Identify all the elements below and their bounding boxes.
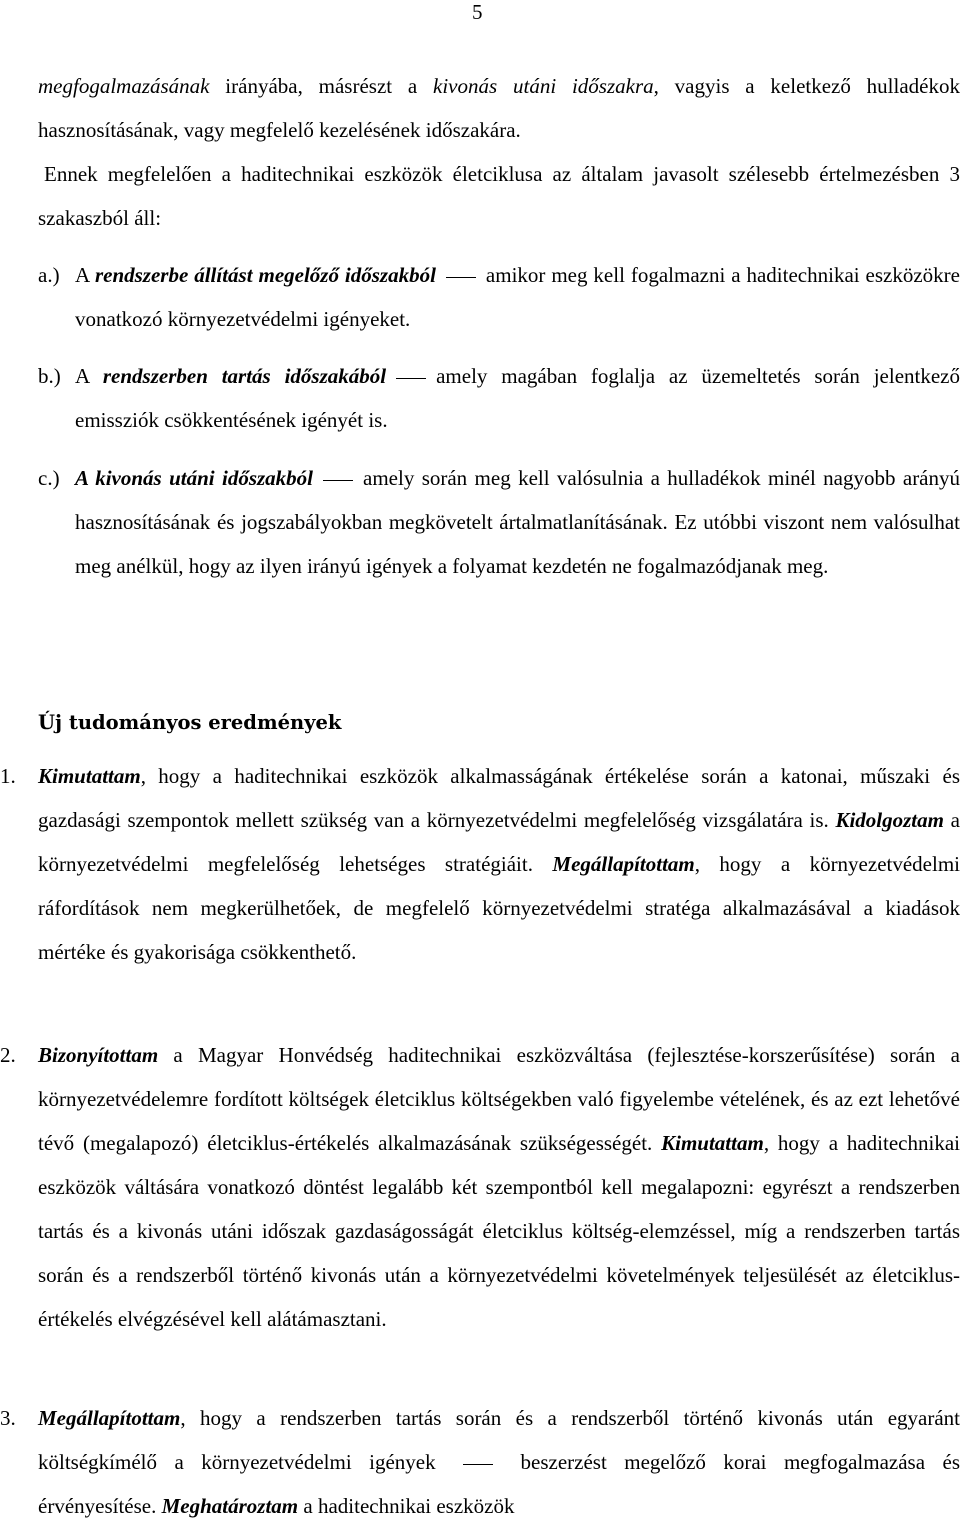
result-text: a környezetvédelmi megfelelőség lehetséges stratégiáit. bbox=[38, 808, 960, 876]
result-keyword: Kimutattam bbox=[661, 1131, 764, 1155]
phase-text: amely magában foglalja az üzemeltetés során jelentkező emissziók csökkentésének igényét is. bbox=[75, 364, 960, 432]
phase-text: amely során meg kell valósulnia a hulladékok minél nagyobb arányú hasznosításának és jogszabályokban megkövetelt ártalmatlanításának. Ez utóbbi viszont nem valósulhat meg anélkül, hogy az ilyen irányú igények a folyamat kezdetén ne fogalmazódjanak meg. bbox=[75, 466, 960, 578]
result-text: a haditechnikai eszközök bbox=[298, 1494, 515, 1518]
result-keyword: Megállapítottam bbox=[552, 852, 695, 876]
result-item-2 bbox=[0, 1033, 960, 1341]
intro-text: irányába, másrészt a bbox=[209, 74, 434, 98]
phase-text: amikor meg kell fogalmazni a haditechnikai eszközökre vonatkozó környezetvédelmi igényeket. bbox=[75, 263, 960, 331]
result-item-1 bbox=[0, 754, 960, 974]
phase-item-b bbox=[38, 354, 960, 442]
result-text: , hogy a rendszerben tartás során és a rendszerből történő kivonás után egyaránt költségkímélő a környezetvédelmi igények bbox=[38, 1406, 960, 1474]
section-heading: Új tudományos eredmények bbox=[38, 711, 342, 734]
phase-item-c bbox=[38, 456, 960, 588]
phase-marker: b.) bbox=[38, 364, 61, 388]
result-text: a Magyar Honvédség haditechnikai eszközváltása (fejlesztése-korszerűsítése) során a környezetvédelemre fordított költségek életciklus költségekben való figyelembe vételének, és az ezt lehetővé tévő (megalapozó) életciklus-értékelés alkalmazásának szükségességét. bbox=[38, 1043, 960, 1155]
result-text: , hogy a környezetvédelmi ráfordítások nem megkerülhetőek, de megfelelő környezetvédelmi stratéga alkalmazásával a kiadások mértéke és gyakorisága csökkenthető. bbox=[38, 852, 960, 964]
result-keyword: Megállapítottam bbox=[38, 1406, 181, 1430]
result-item-3 bbox=[0, 1396, 960, 1528]
result-keyword: Bizonyítottam bbox=[38, 1043, 159, 1067]
intro-emphasis: kivonás utáni időszakra bbox=[433, 74, 654, 98]
dash bbox=[323, 480, 353, 481]
intro-emphasis: megfogalmazásának bbox=[38, 74, 210, 98]
phase-prefix: A bbox=[75, 364, 103, 388]
result-text: , hogy a haditechnikai eszközök váltására vonatkozó döntést legalább két szempontból kell megalapozni: egyrészt a rendszerben tartás és a kivonás utáni időszak gazdaságosságát életciklus költség-elemzéssel, míg a rendszerben tartás során és a rendszerből történő kivonás után a környezetvédelmi követelmények teljesülését az életciklus-értékelés elvégzésével kell alátámasztani. bbox=[38, 1131, 960, 1331]
phase-item-a bbox=[38, 253, 960, 341]
result-keyword: Kidolgoztam bbox=[835, 808, 944, 832]
phase-prefix: A bbox=[75, 263, 95, 287]
phase-title: A kivonás utáni időszakból bbox=[75, 466, 314, 490]
result-text: , hogy a haditechnikai eszközök alkalmasságának értékelése során a katonai, műszaki és gazdasági szempontok mellett szükség van a környezetvédelmi megfelelőség vizsgálatára is. bbox=[38, 764, 960, 832]
intro-paragraph-1 bbox=[38, 64, 960, 152]
dash bbox=[463, 1464, 493, 1465]
dash bbox=[396, 378, 426, 379]
page-number: 5 bbox=[472, 0, 483, 24]
dash bbox=[446, 277, 476, 278]
intro-paragraph-2: Ennek megfelelően a haditechnikai eszközök életciklusa az általam javasolt szélesebb értelmezésben 3 szakaszból áll: bbox=[38, 162, 960, 230]
result-marker: 1. bbox=[0, 764, 16, 788]
phase-marker: a.) bbox=[38, 263, 60, 287]
intro-text: , vagyis a keletkező hulladékok hasznosításának, vagy megfelelő kezelésének időszakára. bbox=[38, 74, 960, 142]
result-marker: 2. bbox=[0, 1043, 16, 1067]
result-marker: 3. bbox=[0, 1406, 16, 1430]
result-text: beszerzést megelőző korai megfogalmazása és érvényesítése. bbox=[38, 1450, 960, 1518]
phase-marker: c.) bbox=[38, 466, 60, 490]
result-keyword: Kimutattam bbox=[38, 764, 141, 788]
result-keyword: Meghatároztam bbox=[161, 1494, 299, 1518]
phase-title: rendszerben tartás időszakából bbox=[102, 364, 387, 388]
phase-title: rendszerbe állítást megelőző időszakból bbox=[94, 263, 436, 287]
